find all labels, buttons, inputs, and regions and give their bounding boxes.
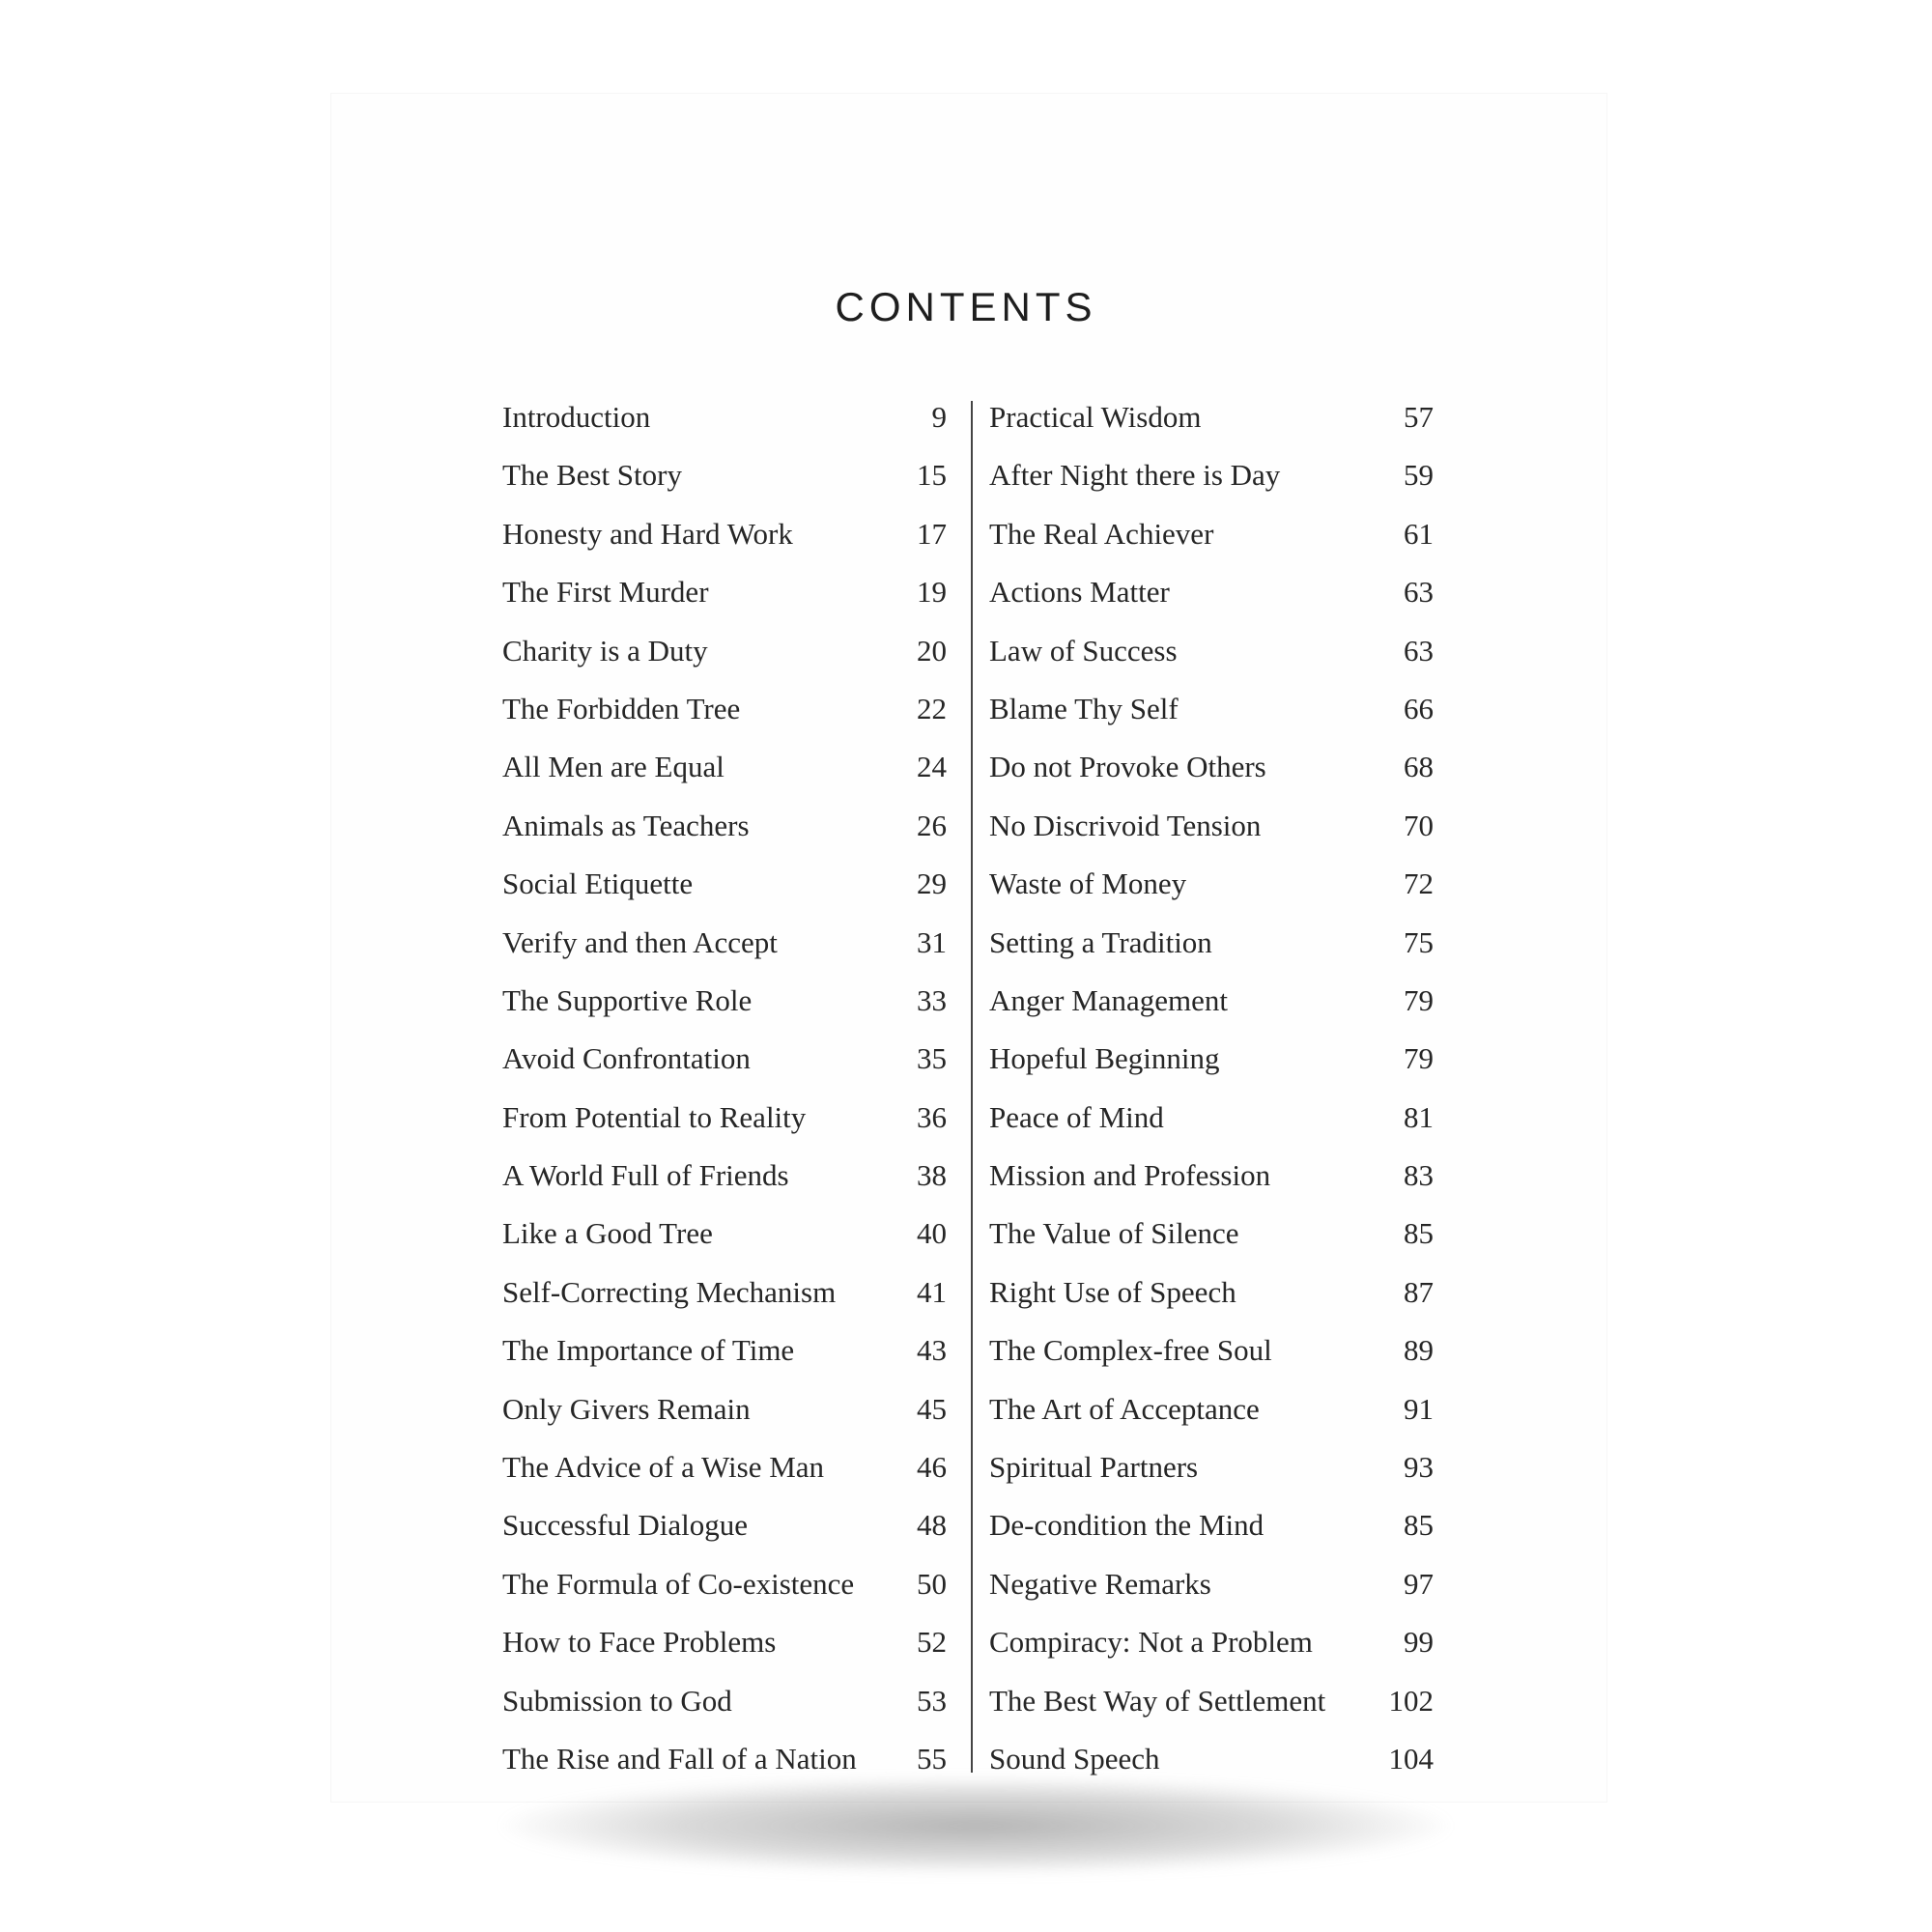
toc-entry-page-number: 57	[1404, 400, 1434, 434]
toc-entry	[502, 1265, 947, 1323]
toc-entry-page-number: 63	[1404, 633, 1434, 668]
toc-entry	[502, 1323, 947, 1381]
toc-entry	[502, 565, 947, 623]
toc-entry-title: Practical Wisdom	[989, 400, 1202, 434]
toc-entry-title: Spiritual Partners	[989, 1450, 1199, 1485]
toc-entry-page-number: 9	[931, 400, 947, 434]
toc-entry-page-number: 68	[1404, 750, 1434, 784]
toc-entry	[989, 682, 1434, 740]
toc-entry	[989, 1557, 1434, 1615]
toc-entry	[502, 1615, 947, 1673]
toc-entry-page-number: 41	[917, 1274, 947, 1309]
toc-entry-title: Animals as Teachers	[502, 808, 750, 842]
toc-entry-page-number: 31	[917, 924, 947, 959]
toc-entry	[989, 1323, 1434, 1381]
toc-entry	[989, 1732, 1434, 1790]
toc-entry-title: Waste of Money	[989, 867, 1187, 901]
toc-entry-page-number: 46	[917, 1450, 947, 1485]
toc-entry-page-number: 81	[1404, 1099, 1434, 1134]
toc-entry-page-number: 26	[917, 808, 947, 842]
toc-entry-page-number: 83	[1404, 1158, 1434, 1193]
toc-entry	[502, 1557, 947, 1615]
toc-entry-page-number: 91	[1404, 1391, 1434, 1426]
toc-entry-title: The Value of Silence	[989, 1216, 1239, 1251]
toc-entry-title: From Potential to Reality	[502, 1099, 807, 1134]
toc-entry-title: Avoid Confrontation	[502, 1041, 751, 1076]
toc-entry-title: Blame Thy Self	[989, 691, 1179, 725]
toc-entry	[989, 565, 1434, 623]
toc-entry	[989, 1615, 1434, 1673]
toc-entry	[502, 916, 947, 974]
toc-entry	[502, 857, 947, 915]
toc-entry-page-number: 40	[917, 1216, 947, 1251]
toc-entry-page-number: 50	[917, 1566, 947, 1601]
toc-entry-title: The Best Way of Settlement	[989, 1683, 1326, 1718]
toc-entry	[989, 799, 1434, 857]
toc-entry	[502, 974, 947, 1032]
toc-entry	[502, 624, 947, 682]
toc-entry-title: Right Use of Speech	[989, 1274, 1236, 1309]
toc-entry-page-number: 22	[917, 691, 947, 725]
toc-entry-title: Hopeful Beginning	[989, 1041, 1220, 1076]
toc-entry	[502, 1091, 947, 1149]
toc-entry-page-number: 17	[917, 516, 947, 551]
toc-entry-title: Introduction	[502, 400, 651, 434]
toc-entry-page-number: 79	[1404, 1041, 1434, 1076]
toc-entry-title: Like a Good Tree	[502, 1216, 713, 1251]
toc-entry-title: Compiracy: Not a Problem	[989, 1625, 1313, 1660]
toc-entry-title: The Forbidden Tree	[502, 691, 741, 725]
toc-entry	[502, 1732, 947, 1790]
toc-entry	[502, 1498, 947, 1556]
toc-left-column	[502, 390, 947, 1790]
toc-entry-page-number: 20	[917, 633, 947, 668]
toc-entry-page-number: 53	[917, 1683, 947, 1718]
toc-entry	[989, 1207, 1434, 1264]
toc-entry-title: Honesty and Hard Work	[502, 516, 793, 551]
toc-entry-title: A World Full of Friends	[502, 1158, 789, 1193]
toc-entry	[989, 1091, 1434, 1149]
toc-entry-page-number: 48	[917, 1508, 947, 1543]
toc-entry	[502, 390, 947, 448]
toc-entry-title: All Men are Equal	[502, 750, 724, 784]
toc-entry-title: The Real Achiever	[989, 516, 1214, 551]
toc-entry-page-number: 99	[1404, 1625, 1434, 1660]
toc-entry-page-number: 85	[1404, 1216, 1434, 1251]
toc-entry	[502, 682, 947, 740]
toc-entry-title: De-condition the Mind	[989, 1508, 1264, 1543]
toc-entry	[989, 448, 1434, 506]
toc-entry-title: Mission and Profession	[989, 1158, 1271, 1193]
toc-entry-title: The Formula of Co-existence	[502, 1566, 855, 1601]
toc-entry-page-number: 38	[917, 1158, 947, 1193]
toc-entry-page-number: 24	[917, 750, 947, 784]
toc-entry-page-number: 55	[917, 1741, 947, 1776]
toc-entry-page-number: 52	[917, 1625, 947, 1660]
toc-entry-page-number: 36	[917, 1099, 947, 1134]
toc-entry-page-number: 66	[1404, 691, 1434, 725]
toc-entry	[989, 1674, 1434, 1732]
toc-entry	[989, 1032, 1434, 1090]
toc-entry	[989, 390, 1434, 448]
toc-entry-page-number: 19	[917, 575, 947, 610]
toc-entry-title: The Best Story	[502, 458, 682, 493]
toc-entry-page-number: 15	[917, 458, 947, 493]
toc-entry-page-number: 45	[917, 1391, 947, 1426]
toc-entry	[989, 1440, 1434, 1498]
toc-entry-page-number: 63	[1404, 575, 1434, 610]
toc-entry-title: Self-Correcting Mechanism	[502, 1274, 837, 1309]
toc-entry-title: Only Givers Remain	[502, 1391, 751, 1426]
toc-entry-page-number: 61	[1404, 516, 1434, 551]
toc-entry-title: Anger Management	[989, 982, 1229, 1017]
toc-entry	[502, 1032, 947, 1090]
toc-entry-title: After Night there is Day	[989, 458, 1281, 493]
toc-entry-title: How to Face Problems	[502, 1625, 777, 1660]
toc-entry-title: Setting a Tradition	[989, 924, 1212, 959]
toc-entry	[502, 799, 947, 857]
toc-entry-title: Charity is a Duty	[502, 633, 708, 668]
toc-entry-title: The Art of Acceptance	[989, 1391, 1260, 1426]
toc-entry-page-number: 85	[1404, 1508, 1434, 1543]
toc-right-column	[989, 390, 1434, 1790]
toc-entry-page-number: 79	[1404, 982, 1434, 1017]
toc-entry-page-number: 33	[917, 982, 947, 1017]
toc-entry-title: The First Murder	[502, 575, 709, 610]
toc-entry-title: Actions Matter	[989, 575, 1170, 610]
toc-entry-title: Negative Remarks	[989, 1566, 1211, 1601]
toc-entry-page-number: 35	[917, 1041, 947, 1076]
toc-entry-title: The Advice of a Wise Man	[502, 1450, 825, 1485]
toc-entry	[989, 740, 1434, 798]
toc-entry-title: Sound Speech	[989, 1741, 1160, 1776]
toc-entry-title: Successful Dialogue	[502, 1508, 748, 1543]
toc-entry-page-number: 75	[1404, 924, 1434, 959]
toc-entry	[502, 1382, 947, 1440]
toc-entry	[502, 1440, 947, 1498]
toc-entry-title: No Discrivoid Tension	[989, 808, 1262, 842]
toc-entry-page-number: 72	[1404, 867, 1434, 901]
toc-entry	[502, 740, 947, 798]
column-divider	[971, 401, 973, 1773]
toc-entry	[989, 624, 1434, 682]
toc-entry-title: Social Etiquette	[502, 867, 694, 901]
toc-entry	[989, 857, 1434, 915]
toc-entry-page-number: 70	[1404, 808, 1434, 842]
page-title: CONTENTS	[835, 284, 1097, 329]
toc-entry	[989, 916, 1434, 974]
toc-entry-page-number: 89	[1404, 1333, 1434, 1368]
toc-entry-page-number: 97	[1404, 1566, 1434, 1601]
toc-entry-title: The Supportive Role	[502, 982, 753, 1017]
toc-entry-title: Law of Success	[989, 633, 1178, 668]
toc-entry-page-number: 104	[1388, 1741, 1434, 1776]
toc-entry	[989, 1265, 1434, 1323]
toc-entry-page-number: 93	[1404, 1450, 1434, 1485]
toc-entry-page-number: 102	[1388, 1683, 1434, 1718]
toc-entry-page-number: 29	[917, 867, 947, 901]
toc-entry-title: Submission to God	[502, 1683, 732, 1718]
toc-entry	[989, 1382, 1434, 1440]
toc-entry	[502, 448, 947, 506]
page-shadow	[502, 1777, 1449, 1874]
toc-entry-page-number: 87	[1404, 1274, 1434, 1309]
toc-entry-title: The Complex-free Soul	[989, 1333, 1272, 1368]
toc-entry-title: Do not Provoke Others	[989, 750, 1266, 784]
toc-entry	[502, 1674, 947, 1732]
toc-entry	[502, 1149, 947, 1207]
toc-entry	[502, 1207, 947, 1264]
toc-entry-title: The Importance of Time	[502, 1333, 795, 1368]
toc-entry-page-number: 59	[1404, 458, 1434, 493]
toc-entry-title: The Rise and Fall of a Nation	[502, 1741, 857, 1776]
toc-entry	[989, 974, 1434, 1032]
toc-entry	[989, 1498, 1434, 1556]
toc-entry-title: Verify and then Accept	[502, 924, 778, 959]
toc-entry	[502, 507, 947, 565]
toc-entry-title: Peace of Mind	[989, 1099, 1164, 1134]
toc-entry	[989, 1149, 1434, 1207]
toc-entry-page-number: 43	[917, 1333, 947, 1368]
toc-entry	[989, 507, 1434, 565]
